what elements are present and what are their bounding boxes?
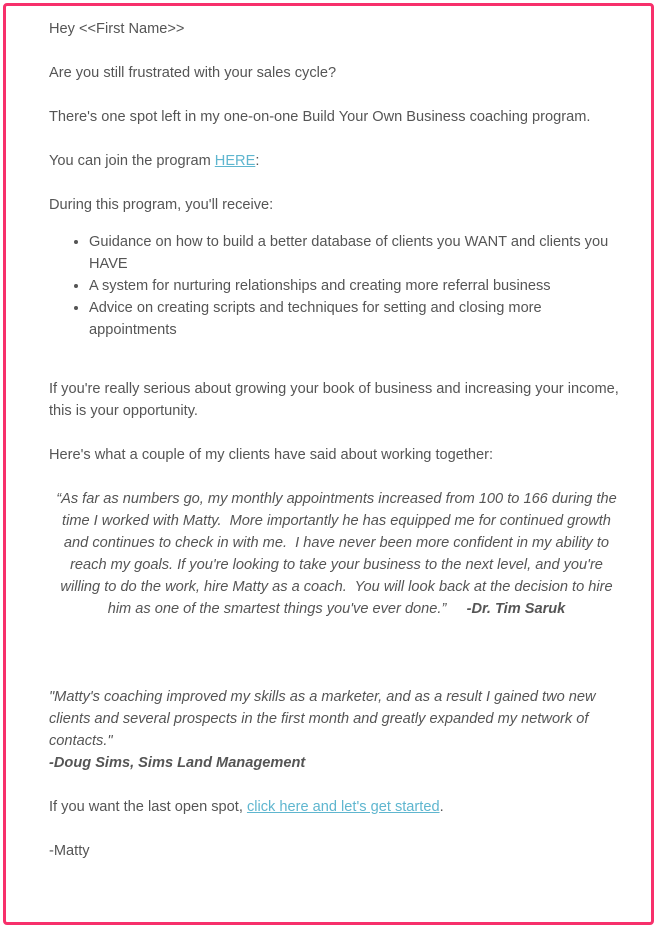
cta-suffix: . xyxy=(439,799,444,815)
cta-link[interactable]: click here and let's get started xyxy=(246,799,440,815)
join-prefix: You can join the program xyxy=(49,153,215,169)
spot-left-text: There's one spot left in my one-on-one Build Your Own Business coaching program. xyxy=(49,109,591,125)
testimonial-1 xyxy=(49,488,624,620)
testimonial-1-text: “As far as numbers go, my monthly appointments increased from 100 to 166 during the time I worked with Matty. More importantly he has equipped me for continued growth and continues to check in with me. I have never been more confident in my ability to reach my goals. If you're looking to take your business to the next level, and you're willing to do the work, hire Matty as a coach. You will look back at the decision to hire him as one of the smartest things you've ever done.” xyxy=(56,491,617,617)
list-item: • Advice on creating scripts and techniques for setting and closing more appointments xyxy=(89,297,624,341)
cta-line xyxy=(49,796,624,818)
opportunity-text: If you're really serious about growing your book of business and increasing your income, this is your opportunity. xyxy=(49,381,619,419)
greeting: Hey <<First Name>> xyxy=(49,21,185,37)
testimonial-2-author-name: -Doug Sims, Sims Land Management xyxy=(49,755,306,771)
receive-intro: During this program, you'll receive: xyxy=(49,197,274,213)
list-item: • Guidance on how to build a better database of clients you WANT and clients you HAVE xyxy=(89,231,624,275)
cta-prefix: If you want the last open spot, xyxy=(49,799,247,815)
join-line xyxy=(49,150,624,172)
clients-intro: Here's what a couple of my clients have said about working together: xyxy=(49,447,494,463)
signoff: -Matty xyxy=(49,843,90,859)
question: Are you still frustrated with your sales cycle? xyxy=(49,65,337,81)
list-item: • A system for nurturing relationships and creating more referral business xyxy=(89,275,624,297)
testimonial-2-author xyxy=(49,752,624,774)
join-suffix: : xyxy=(255,153,260,169)
testimonial-1-author: -Dr. Tim Saruk xyxy=(466,601,566,617)
join-link[interactable]: HERE xyxy=(214,153,256,169)
testimonial-2-text: "Matty's coaching improved my skills as a marketer, and as a result I gained two new clients and several prospects in the first month and greatly expanded my network of contacts." xyxy=(49,689,596,749)
benefits-list xyxy=(49,231,624,341)
